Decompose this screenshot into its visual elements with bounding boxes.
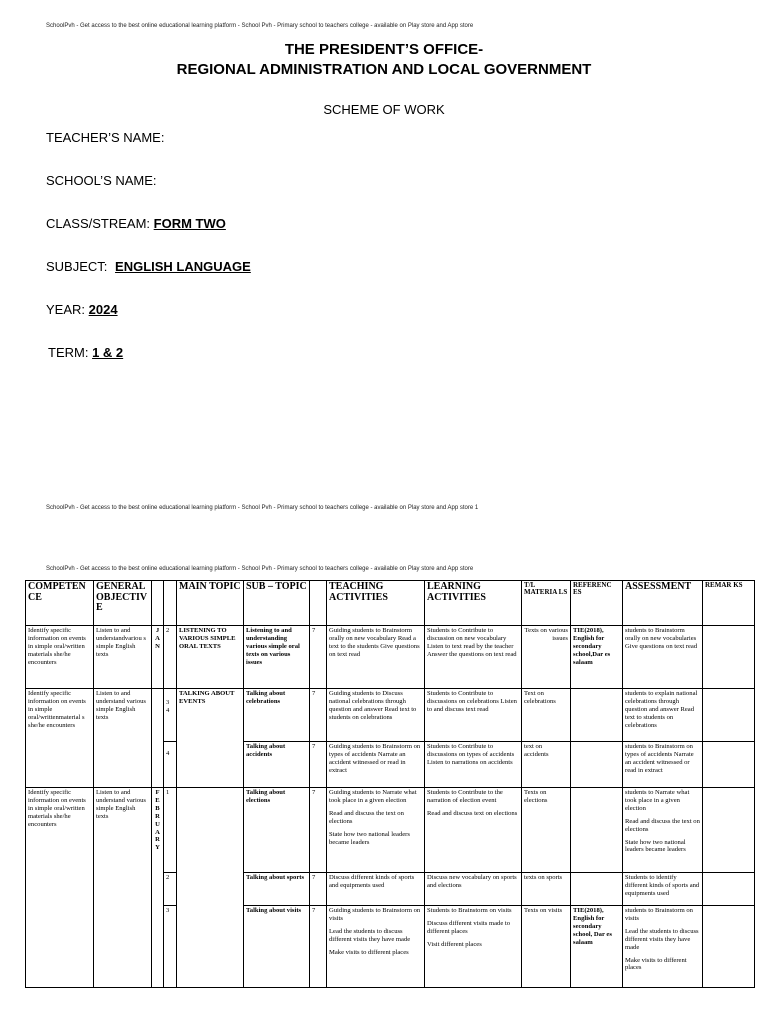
header-note: SchoolPvh - Get access to the best online educational learning platform - School Pvh - Primary school to teachers college - available on Play store and App store bbox=[46, 23, 474, 29]
assessment-paragraph: Read and discuss the text on elections bbox=[625, 817, 700, 833]
teaching-paragraph: State how two national leaders became leaders bbox=[329, 830, 410, 846]
learning-paragraph: Visit different places bbox=[427, 940, 482, 948]
title-line-1: THE PRESIDENT’S OFFICE- bbox=[284, 41, 484, 58]
school-name-field bbox=[46, 173, 157, 188]
header-assessment: ASSESSMENT bbox=[623, 581, 703, 626]
periods-cell: 7 bbox=[310, 788, 327, 873]
week-cell: 3 4 bbox=[164, 689, 177, 742]
remarks-cell bbox=[703, 906, 755, 988]
assessment-paragraph: students to Narrate what took place in a given election bbox=[625, 789, 690, 812]
learning-cell bbox=[425, 906, 522, 988]
month-cell bbox=[152, 689, 164, 788]
remarks-cell bbox=[703, 873, 755, 906]
teaching-cell bbox=[327, 906, 425, 988]
teaching-paragraph: Lead the students to discuss different visits they have made bbox=[329, 927, 411, 943]
periods-cell: 7 bbox=[310, 906, 327, 988]
year-value: 2024 bbox=[88, 302, 118, 317]
learning-paragraph: Read and discuss text on elections bbox=[427, 809, 518, 817]
header-remarks: REMAR KS bbox=[703, 581, 755, 626]
class-stream-label: CLASS/STREAM: bbox=[46, 216, 151, 231]
assessment-paragraph: State how two national leaders became leaders bbox=[625, 838, 686, 854]
year-field bbox=[46, 302, 118, 317]
teaching-cell: Guiding students to Brainstorm orally on new vocabulary Read a text to the students Give questions on text read bbox=[327, 626, 425, 689]
materials-cell: Texts on various issues bbox=[522, 626, 571, 689]
competence-cell: Identify specific information on events in simple oral/written materials she/he encounters bbox=[26, 626, 94, 689]
assessment-paragraph: students to Brainstorm on visits bbox=[625, 907, 693, 922]
periods-cell: 7 bbox=[310, 742, 327, 788]
main-topic-cell bbox=[177, 788, 244, 988]
table-row bbox=[26, 788, 755, 873]
sub-topic-cell: Listening to and understanding various simple oral texts on various issues bbox=[244, 626, 310, 689]
materials-cell: text on accidents bbox=[522, 742, 571, 788]
learning-paragraph: Discuss different visits made to different places bbox=[427, 919, 511, 935]
remarks-cell bbox=[703, 788, 755, 873]
header-general-objective: GENERAL OBJECTIV E bbox=[94, 581, 152, 626]
assessment-cell: Students to identify different kinds of sports and equipments used bbox=[623, 873, 703, 906]
assessment-cell bbox=[623, 906, 703, 988]
assessment-cell bbox=[623, 788, 703, 873]
header-learning: LEARNING ACTIVITIES bbox=[425, 581, 522, 626]
materials-cell: Texts on visits bbox=[522, 906, 571, 988]
header-periods bbox=[310, 581, 327, 626]
header-materials: T/L MATERIA LS bbox=[522, 581, 571, 626]
week-cell: 1 bbox=[164, 788, 177, 873]
teaching-paragraph: Read and discuss the text on elections bbox=[329, 809, 404, 825]
header-week bbox=[164, 581, 177, 626]
materials-cell: Texts on elections bbox=[522, 788, 571, 873]
teaching-paragraph: Guiding students to Brainstorm on visits bbox=[329, 907, 421, 922]
table-row bbox=[26, 689, 755, 742]
table-header-row bbox=[26, 581, 755, 626]
remarks-cell bbox=[703, 742, 755, 788]
main-topic-cell: TALKING ABOUT EVENTS bbox=[177, 689, 244, 788]
teaching-paragraph: Guiding students to Narrate what took place in a given election bbox=[329, 789, 417, 804]
assessment-cell: students to Brainstorm orally on new vocabularies Give questions on text read bbox=[623, 626, 703, 689]
header-sub-topic: SUB – TOPIC bbox=[244, 581, 310, 626]
learning-cell: Discuss new vocabulary on sports and elections bbox=[425, 873, 522, 906]
teaching-cell: Guiding students to Brainstorm on types of accidents Narrate an accident witnessed or read in extract bbox=[327, 742, 425, 788]
references-cell: TIE(2018), English for secondary school,Dar es salaam bbox=[571, 626, 623, 689]
sub-topic-cell: Talking about elections bbox=[244, 788, 310, 873]
month-cell: J A N bbox=[152, 626, 164, 689]
learning-paragraph: Students to Brainstorm on visits bbox=[427, 907, 512, 914]
remarks-cell bbox=[703, 626, 755, 689]
teaching-cell: Discuss different kinds of sports and equipments used bbox=[327, 873, 425, 906]
periods-cell: 7 bbox=[310, 689, 327, 742]
sub-topic-cell: Talking about visits bbox=[244, 906, 310, 988]
week-cell: 2 bbox=[164, 873, 177, 906]
header-month bbox=[152, 581, 164, 626]
teacher-name-field bbox=[46, 130, 164, 145]
objective-cell: Listen to and understandvariou s simple English texts bbox=[94, 626, 152, 689]
competence-cell: Identify specific information on events in simple oral/writtenmaterial s she/he encounters bbox=[26, 689, 94, 788]
year-label: YEAR: bbox=[46, 302, 86, 317]
references-cell bbox=[571, 689, 623, 742]
assessment-cell: students to Brainstorm on types of accidents Narrate an accident witnessed or read in extract bbox=[623, 742, 703, 788]
week-cell: 4 bbox=[164, 742, 177, 788]
materials-cell: Text on celebrations bbox=[522, 689, 571, 742]
periods-cell: 7 bbox=[310, 626, 327, 689]
footer-note: SchoolPvh - Get access to the best online educational learning platform - School Pvh - Primary school to teachers college - available on Play store and App store 1 bbox=[46, 505, 479, 511]
sub-topic-cell: Talking about sports bbox=[244, 873, 310, 906]
table-row bbox=[26, 626, 755, 689]
objective-cell: Listen to and understand various simple English texts bbox=[94, 689, 152, 788]
teacher-name-label: TEACHER’S NAME: bbox=[46, 130, 165, 145]
teaching-paragraph: Make visits to different places bbox=[329, 948, 409, 956]
learning-cell: Students to Contribute to discussions on celebrations Listen to and discuss text read bbox=[425, 689, 522, 742]
title-line-2: REGIONAL ADMINISTRATION AND LOCAL GOVERNMENT bbox=[176, 61, 592, 78]
week-cell: 2 bbox=[164, 626, 177, 689]
header-references: REFERENC ES bbox=[571, 581, 623, 626]
week-cell: 3 bbox=[164, 906, 177, 988]
month-cell: F E B R U A R Y bbox=[152, 788, 164, 988]
assessment-cell: students to explain national celebrations through question and answer Read text to students on celebrations bbox=[623, 689, 703, 742]
term-label: TERM: bbox=[48, 345, 89, 360]
learning-paragraph: Students to Contribute to the narration of election event bbox=[427, 789, 503, 804]
references-cell bbox=[571, 742, 623, 788]
remarks-cell bbox=[703, 689, 755, 742]
references-cell bbox=[571, 788, 623, 873]
term-value: 1 & 2 bbox=[92, 345, 124, 360]
competence-cell: Identify specific information on events in simple oral/written materials she/he encounters bbox=[26, 788, 94, 988]
learning-cell: Students to Contribute to discussions on types of accidents Listen to narrations on accidents bbox=[425, 742, 522, 788]
header-teaching: TEACHING ACTIVITIES bbox=[327, 581, 425, 626]
school-name-label: SCHOOL’S NAME: bbox=[46, 173, 157, 188]
header-competence: COMPETEN CE bbox=[26, 581, 94, 626]
teaching-cell bbox=[327, 788, 425, 873]
periods-cell: 7 bbox=[310, 873, 327, 906]
sub-topic-cell: Talking about accidents bbox=[244, 742, 310, 788]
scheme-title: SCHEME OF WORK bbox=[323, 102, 445, 117]
term-field bbox=[48, 345, 123, 360]
assessment-paragraph: Lead the students to discuss different visits they have made bbox=[625, 927, 699, 951]
page2-header-note: SchoolPvh - Get access to the best online educational learning platform - School Pvh - Primary school to teachers college - available on Play store and App store bbox=[46, 566, 474, 572]
class-stream-value: FORM TWO bbox=[153, 216, 226, 231]
objective-cell: Listen to and understand various simple English texts bbox=[94, 788, 152, 988]
materials-cell: texts on sports bbox=[522, 873, 571, 906]
sub-topic-cell: Talking about celebrations bbox=[244, 689, 310, 742]
teaching-cell: Guiding students to Discuss national celebrations through question and answer Read text to students on celebrations bbox=[327, 689, 425, 742]
learning-cell bbox=[425, 788, 522, 873]
subject-field bbox=[46, 259, 251, 274]
class-stream-field bbox=[46, 216, 226, 231]
scheme-of-work-table bbox=[25, 580, 755, 988]
references-cell: TIE(2018), English for secondary school, Dar es salaam bbox=[571, 906, 623, 988]
subject-value: ENGLISH LANGUAGE bbox=[115, 259, 251, 274]
main-topic-cell: LISTENING TO VARIOUS SIMPLE ORAL TEXTS bbox=[177, 626, 244, 689]
references-cell bbox=[571, 873, 623, 906]
learning-cell: Students to Contribute to discussion on new vocabulary Listen to text read by the teacher Answer the questions on text read bbox=[425, 626, 522, 689]
subject-label: SUBJECT: bbox=[46, 259, 108, 274]
header-main-topic: MAIN TOPIC bbox=[177, 581, 244, 626]
assessment-paragraph: Make visits to different places bbox=[625, 956, 687, 972]
